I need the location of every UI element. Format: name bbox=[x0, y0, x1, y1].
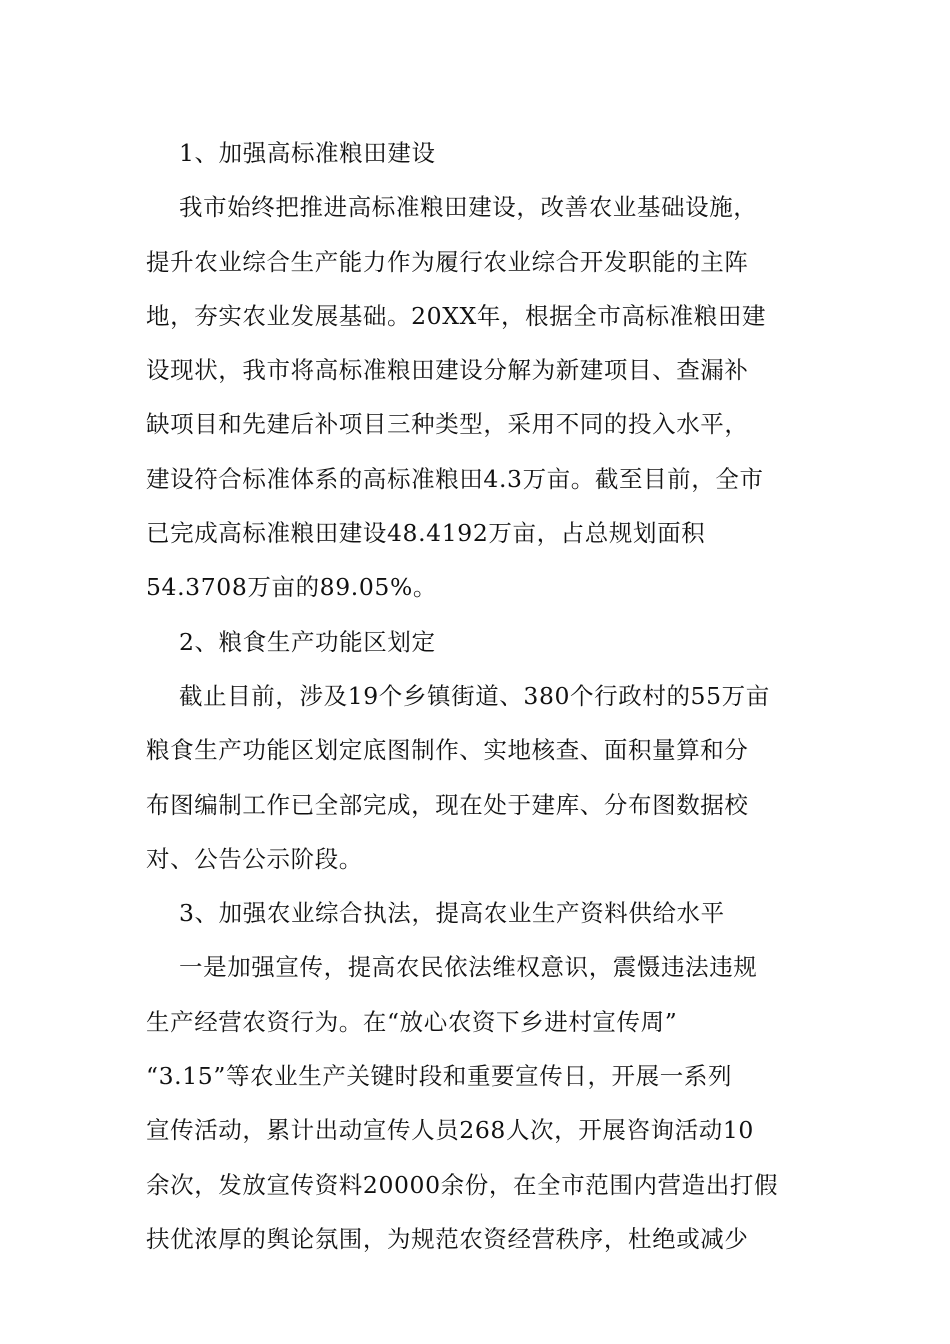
paragraph-line: 生产经营农资行为。在“放心农资下乡进村宣传周” bbox=[146, 1007, 678, 1036]
paragraph-line: 布图编制工作已全部完成，现在处于建库、分布图数据校 bbox=[146, 790, 749, 819]
paragraph-line: 缺项目和先建后补项目三种类型，采用不同的投入水平， bbox=[146, 410, 749, 439]
section-heading-2: 2、粮食生产功能区划定 bbox=[179, 627, 436, 656]
paragraph-line: 余次，发放宣传资料20000余份，在全市范围内营造出打假 bbox=[146, 1170, 779, 1199]
section-heading-3: 3、加强农业综合执法，提高农业生产资料供给水平 bbox=[179, 899, 725, 928]
paragraph-line: 扶优浓厚的舆论氛围，为规范农资经营秩序，杜绝或减少 bbox=[146, 1224, 749, 1253]
paragraph-line: 地，夯实农业发展基础。20XX年，根据全市高标准粮田建 bbox=[146, 301, 767, 330]
paragraph-line: 设现状，我市将高标准粮田建设分解为新建项目、查漏补 bbox=[146, 356, 749, 385]
paragraph-line: 宣传活动，累计出动宣传人员268人次，开展咨询活动10 bbox=[146, 1116, 754, 1145]
paragraph-line: 对、公告公示阶段。 bbox=[146, 844, 363, 873]
paragraph-line: 54.3708万亩的89.05%。 bbox=[146, 573, 437, 602]
document-body bbox=[146, 126, 808, 1266]
paragraph-line: “3.15”等农业生产关键时段和重要宣传日，开展一系列 bbox=[146, 1062, 733, 1091]
paragraph-line: 截止目前，涉及19个乡镇街道、380个行政村的55万亩 bbox=[179, 681, 770, 710]
paragraph-line: 我市始终把推进高标准粮田建设，改善农业基础设施， bbox=[179, 193, 758, 222]
paragraph-line: 粮食生产功能区划定底图制作、实地核查、面积量算和分 bbox=[146, 736, 749, 765]
paragraph-line: 已完成高标准粮田建设48.4192万亩，占总规划面积 bbox=[146, 519, 706, 548]
paragraph-line: 建设符合标准体系的高标准粮田4.3万亩。截至目前，全市 bbox=[146, 464, 764, 493]
paragraph-line: 提升农业综合生产能力作为履行农业综合开发职能的主阵 bbox=[146, 247, 749, 276]
section-heading-1: 1、加强高标准粮田建设 bbox=[179, 139, 436, 167]
paragraph-line: 一是加强宣传，提高农民依法维权意识，震慑违法违规 bbox=[179, 953, 758, 982]
